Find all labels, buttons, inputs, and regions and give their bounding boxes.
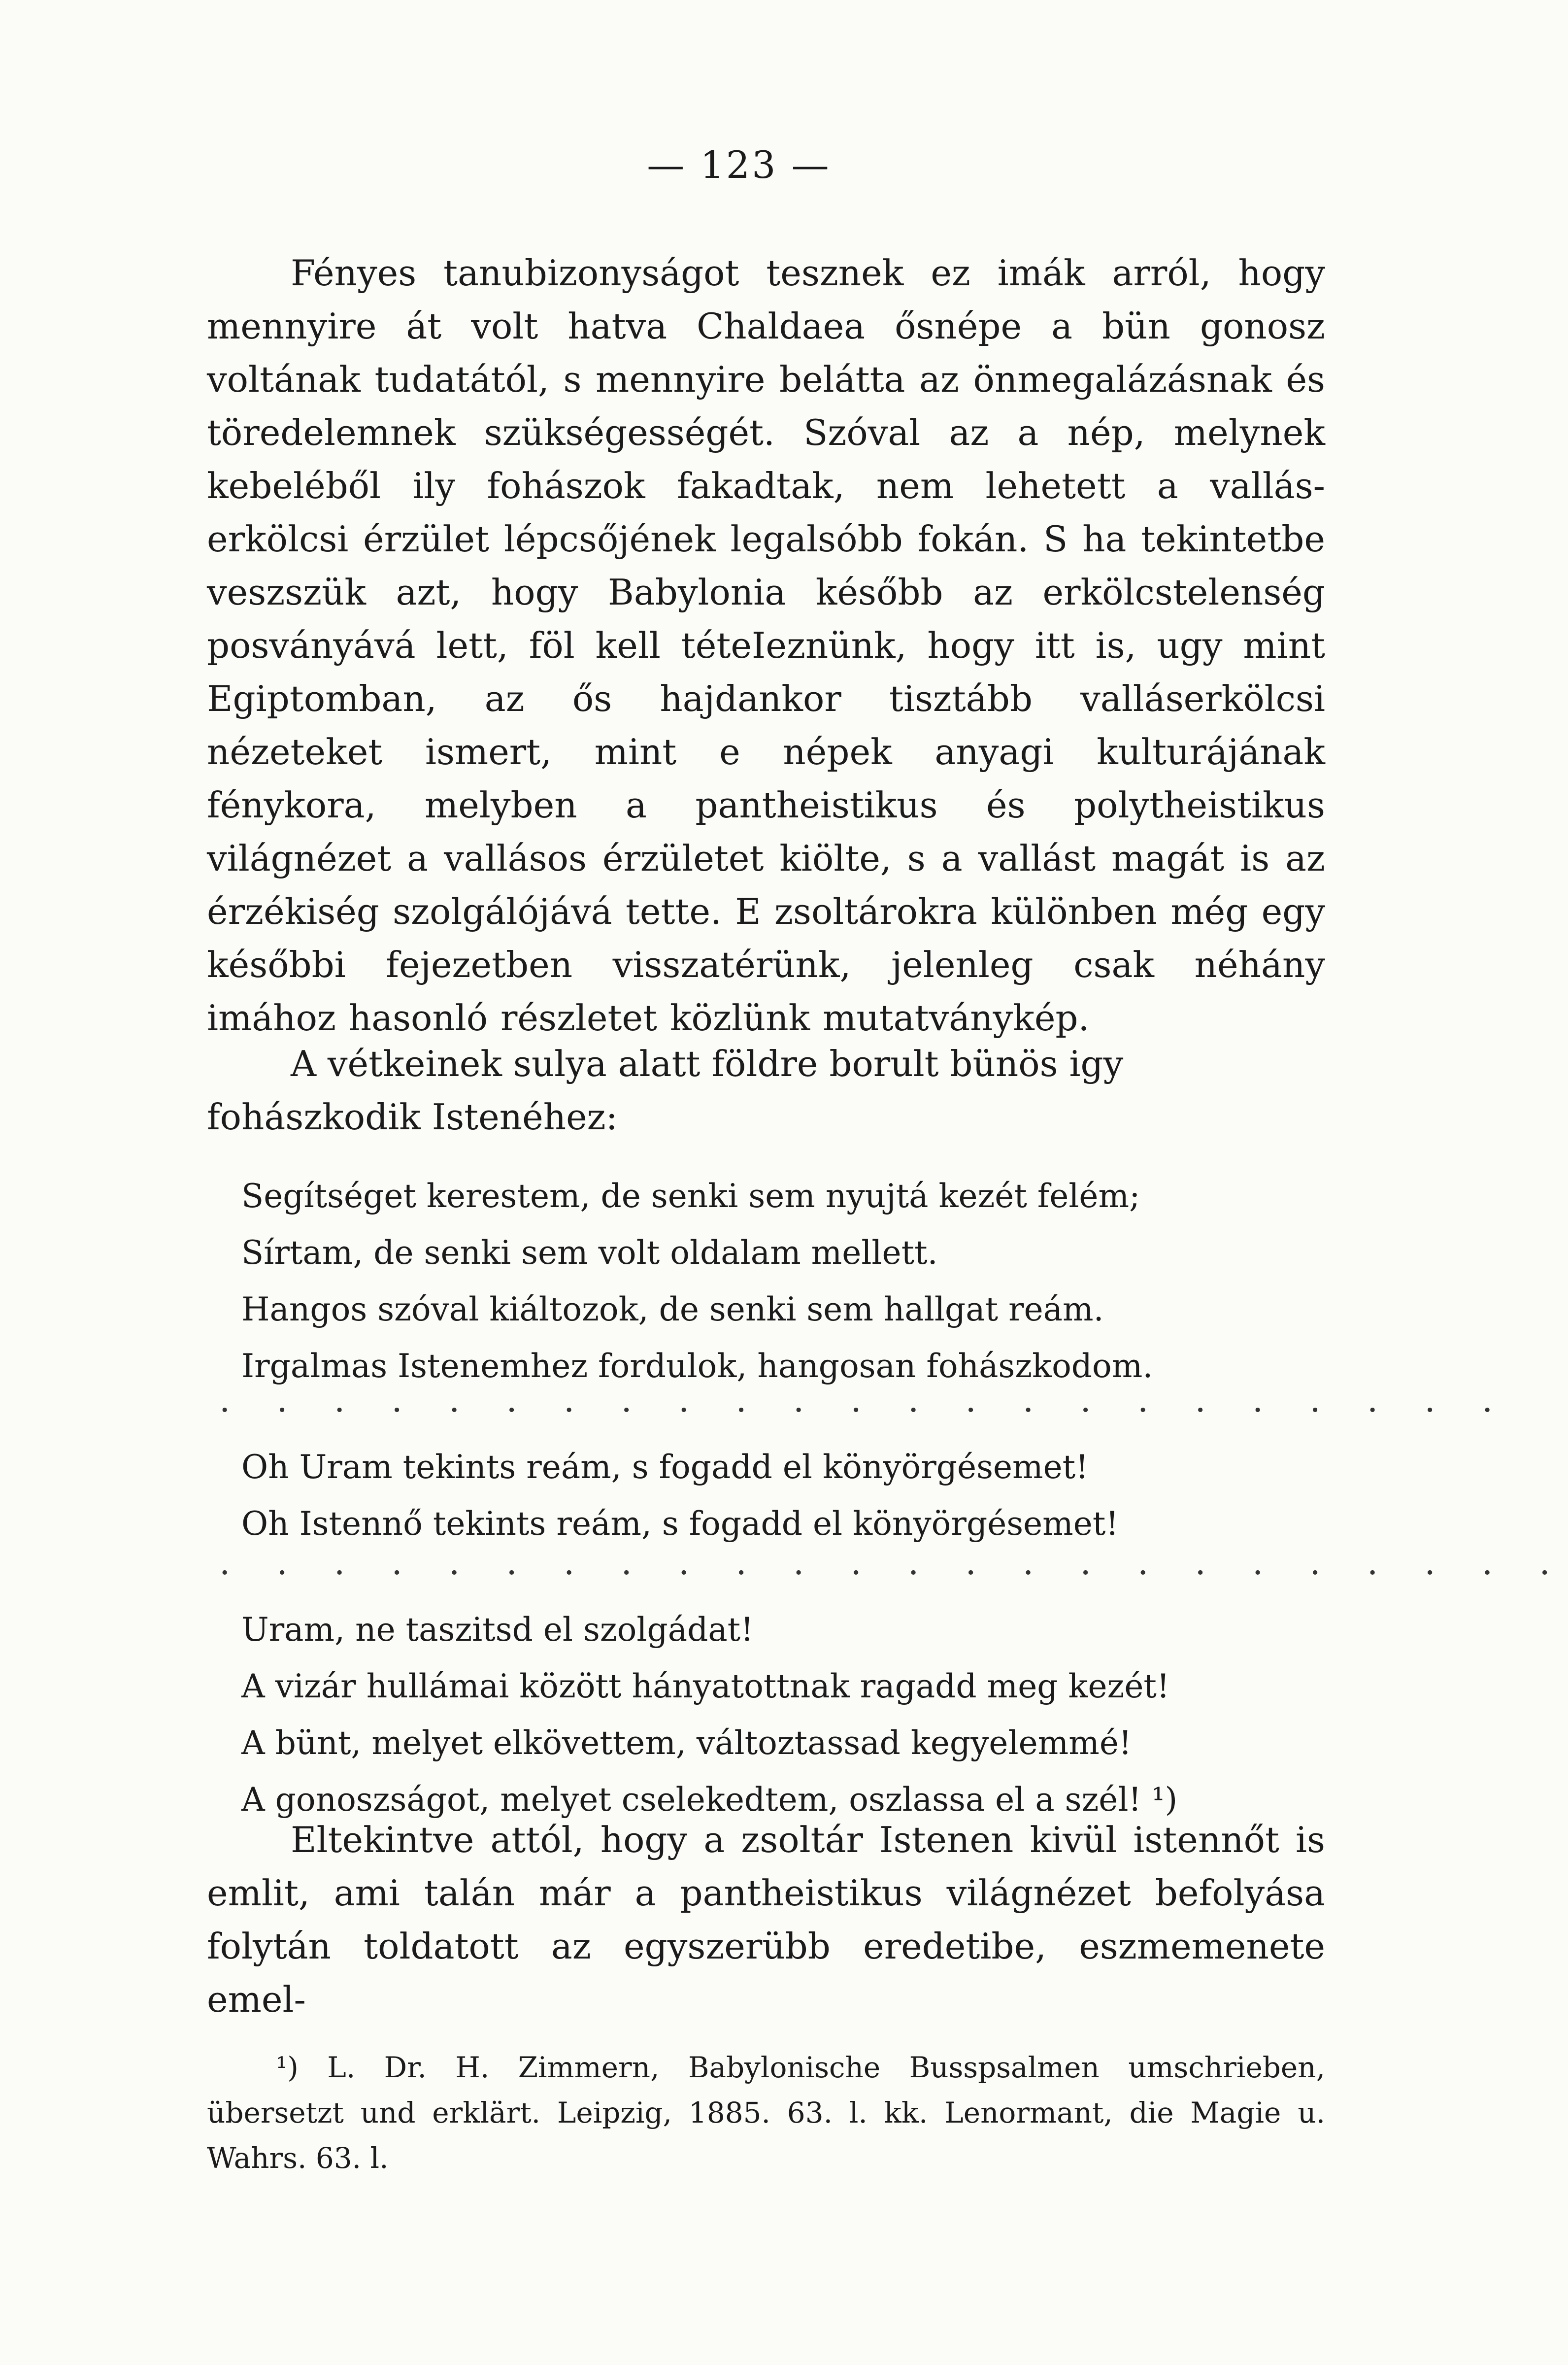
paragraph-3: Eltekintve attól, hogy a zsoltár Istenen kivül istennőt is emlit, ami talán már a pantheistikus világnézet befolyása folytán toldatott az egyszerübb eredetibe, eszmemenete emel- <box>207 1819 1325 2020</box>
page-number: — 123 — <box>647 143 831 187</box>
footnote-reference: ¹) <box>1151 1781 1178 1819</box>
paragraph-1: Fényes tanubizonyságot tesznek ez imák arról, hogy mennyire át volt hatva Chaldaea ősnépe a bün gonosz voltának tudatától, s mennyire belátta az önmegalázásnak és töredelemnek szükségességét. Szóval az a nép, melynek kebeléből ily fohászok fakadtak, nem lehetett a vallás-erkölcsi érzület lépcsőjének legalsóbb fokán. S ha tekintetbe veszszük azt, hogy Babylonia később az erkölcstelenség posványává lett, föl kell téteIeznünk, hogy itt is, ugy mint Egiptomban, az ős hajdankor tisztább valláserkölcsi nézeteket ismert, mint e népek anyagi kulturájának fénykora, melyben a pantheistikus és polytheistikus világnézet a vallásos érzületet kiölte, s a vallást magát is az érzékiség szolgálójává tette. E zsoltárokra különben még egy későbbi fejezetben visszatérünk, jelenleg csak néhány imához hasonló részletet közlünk mutatványkép. <box>207 252 1325 1039</box>
verse-stanza-1 <box>241 1168 1325 1394</box>
verse-line-text: A gonoszságot, melyet cselekedtem, oszlassa el a szél! <box>241 1781 1141 1819</box>
verse-stanza-2 <box>241 1439 1325 1552</box>
verse-line: A bünt, melyet elkövettem, változtassad kegyelemmé! <box>241 1724 1132 1762</box>
footnote <box>207 2045 1325 2181</box>
verse-line: Sírtam, de senki sem volt oldalam mellett. <box>241 1234 938 1272</box>
footnote-marker: ¹) <box>276 2051 299 2084</box>
verse-line: Segítséget kerestem, de senki sem nyujtá kezét felém; <box>241 1177 1140 1215</box>
verse-line: Oh Uram tekints reám, s fogadd el könyörgésemet! <box>241 1448 1089 1486</box>
verse-line: Irgalmas Istenemhez fordulok, hangosan fohászkodom. <box>241 1347 1153 1385</box>
verse-line: Hangos szóval kiáltozok, de senki sem hallgat reám. <box>241 1290 1104 1328</box>
paragraph-2: A vétkeinek sulya alatt földre borult bünös igy fohászkodik Istenéhez: <box>207 1043 1124 1138</box>
ellipsis-divider: . . . . . . . . . . . . . . . . . . . . . . . <box>219 1380 1511 1420</box>
footnote-text: L. Dr. H. Zimmern, Babylonische Busspsalmen umschrieben, übersetzt und erklärt. Leipzig, 1885. 63. l. kk. Lenormant, die Magie u. Wahrs. 63. l. <box>207 2051 1326 2175</box>
ellipsis-divider: . . . . . . . . . . . . . . . . . . . . . . . . <box>219 1542 1568 1583</box>
footnote-body <box>207 2045 1325 2181</box>
verse-line: Oh Istennő tekints reám, s fogadd el könyörgésemet! <box>241 1505 1119 1543</box>
verse-stanza-3 <box>241 1601 1325 1828</box>
verse-line: Uram, ne taszitsd el szolgádat! <box>241 1611 754 1649</box>
verse-line: A vizár hullámai között hányatottnak ragadd meg kezét! <box>241 1667 1170 1705</box>
